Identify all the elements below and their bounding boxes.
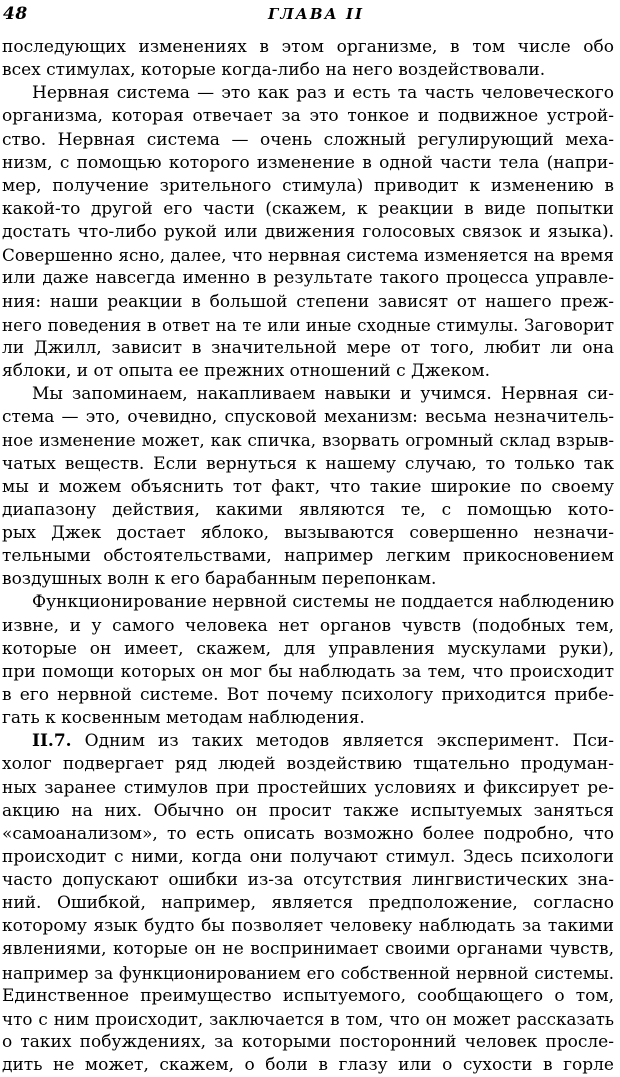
text-line (2, 730, 614, 753)
text-line-content: диапазону действия, какими являются те, с помощью кото- (2, 499, 614, 520)
text-line-content: происходит с ними, когда они получают стимул. Здесь психологи (2, 846, 614, 867)
text-line-content: которому язык будто бы позволяет человеку наблюдать за такими (2, 916, 614, 937)
text-line-content: о таких побуждениях, за которыми посторонний человек просле- (2, 1032, 614, 1053)
text-line (2, 753, 614, 776)
text-line-content: гать к косвенным методам наблюдения. (2, 708, 365, 729)
text-line-content: часто допускают ошибки из-за отсутствия лингвистических зна- (2, 870, 614, 891)
text-line-content: Нервная система — это как раз и есть та часть человеческого (32, 83, 614, 104)
text-line-content: мы и можем объяснить тот факт, что такие широкие по своему (2, 476, 614, 497)
text-line (2, 869, 614, 892)
text-line (2, 314, 614, 337)
text-line (2, 962, 614, 985)
text-line (2, 105, 614, 128)
text-line (2, 638, 614, 661)
text-line-content: последующих изменениях в этом организме, в том числе обо (2, 37, 614, 57)
body-text (2, 36, 614, 1077)
text-line-content: низм, с помощью которого изменение в одной части тела (напри- (2, 152, 614, 173)
text-line (2, 59, 614, 82)
text-line (2, 1008, 614, 1031)
text-line-content: стема — это, очевидно, спусковой механизм: весьма незначитель- (2, 407, 614, 428)
text-line (2, 915, 614, 938)
text-line-content: ния: наши реакции в большой степени зависят от нашего преж- (2, 291, 614, 312)
text-line-content: при помощи которых он мог бы наблюдать за тем, что происходит (2, 661, 614, 682)
text-line (2, 429, 614, 452)
text-line (2, 846, 614, 869)
text-line (2, 360, 614, 383)
text-line-content: «самоанализом», то есть описать возможно более подробно, что (2, 823, 614, 844)
text-line (2, 198, 614, 221)
text-line (2, 406, 614, 429)
text-line (2, 707, 614, 730)
text-line (2, 522, 614, 545)
text-line (2, 453, 614, 476)
text-line (2, 337, 614, 360)
text-line-content: чатых веществ. Если вернуться к нашему случаю, то только так (2, 453, 614, 474)
text-line-content: рых Джек достает яблоко, вызываются совершенно незначи- (2, 522, 614, 543)
text-line (2, 568, 614, 591)
text-line (2, 175, 614, 198)
text-line (2, 985, 614, 1008)
text-line-content: холог подвергает ряд людей воздействию тщательно продуман- (2, 754, 614, 775)
page-number: 48 (3, 4, 28, 24)
text-line-content: какой-то другой его части (скажем, к реакции в виде попытки (2, 198, 614, 219)
text-line (2, 938, 614, 961)
text-line (2, 615, 614, 638)
text-line-content: Единственное преимущество испытуемого, сообщающего о том, (2, 985, 614, 1006)
text-line-content: ли Джилл, зависит в значительной мере от того, любит ли она (2, 337, 614, 358)
text-line (2, 1054, 614, 1077)
text-line-content: тельными обстоятельствами, например легким прикосновением (2, 546, 614, 567)
text-line (2, 661, 614, 684)
text-line-content: что с ним происходит, заключается в том, что он может рассказать (2, 1008, 614, 1029)
text-line (2, 152, 614, 175)
text-line (2, 383, 614, 406)
text-line (2, 499, 614, 522)
text-line-content: всех стимулах, которые когда-либо на него воздействовали. (2, 60, 546, 81)
text-line (2, 244, 614, 267)
text-line-content: Одним из таких методов является эксперимент. Пси- (84, 731, 614, 752)
text-line-content: организма, которая отвечает за это тонкое и подвижное устрой- (2, 106, 614, 127)
text-line (2, 221, 614, 244)
text-line-content: явлениями, которые он не воспринимает своими органами чувств, (2, 939, 614, 960)
text-line-content: Мы запоминаем, накапливаем навыки и учимся. Нервная си- (32, 384, 614, 405)
text-line-content: в его нервной системе. Вот почему психологу приходится прибе- (2, 684, 614, 705)
text-line (2, 545, 614, 568)
text-line (2, 267, 614, 290)
text-line-content: него поведения в ответ на те или иные сходные стимулы. Заговорит (2, 314, 614, 335)
text-line-content: ных заранее стимулов при простейших условиях и фиксирует ре- (2, 777, 614, 798)
text-line-content: дить не может, скажем, о боли в глазу или о сухости в горле (2, 1055, 614, 1076)
text-line-content: извне, и у самого человека нет органов чувств (подобных тем, (2, 615, 614, 636)
text-line-content: мер, получение зрительного стимула) приводит к изменению в (2, 175, 614, 196)
running-head (0, 4, 620, 30)
text-line (2, 36, 614, 59)
section-number: II.7. (32, 731, 72, 752)
text-line-content: или даже навсегда именно в результате такого процесса управле- (2, 268, 614, 289)
text-line-content: которые он имеет, скажем, для управления мускулами руки), (2, 638, 614, 659)
text-line (2, 82, 614, 105)
text-line (2, 1031, 614, 1054)
text-line (2, 684, 614, 707)
text-line-content: воздушных волн к его барабанным перепонкам. (2, 569, 437, 590)
text-line-content: ний. Ошибкой, например, является предположение, согласно (2, 893, 614, 914)
text-line-content: акцию на них. Обычно он просит также испытуемых заняться (2, 800, 614, 821)
text-line-content: достать что-либо рукой или движения голосовых связок и языка). (2, 222, 614, 243)
text-line-content: Совершенно ясно, далее, что нервная система изменяется на время (2, 245, 614, 266)
text-line (2, 291, 614, 314)
text-line (2, 777, 614, 800)
text-line (2, 823, 614, 846)
text-line-content: ство. Нервная система — очень сложный регулирующий меха- (2, 129, 614, 150)
text-line (2, 800, 614, 823)
text-line-content: яблоки, и от опыта ее прежних отношений с Джеком. (2, 360, 491, 381)
chapter-heading: ГЛАВА II (268, 5, 364, 23)
text-line (2, 476, 614, 499)
text-line (2, 129, 614, 152)
text-line-content: ное изменение может, как спичка, взорвать огромный склад взрыв- (2, 430, 614, 451)
text-line (2, 892, 614, 915)
text-line-content: например за функционированием его собственной нервной системы. (2, 963, 614, 983)
text-line (2, 591, 614, 614)
text-line-content: Функционирование нервной системы не поддается наблюдению (32, 592, 615, 613)
